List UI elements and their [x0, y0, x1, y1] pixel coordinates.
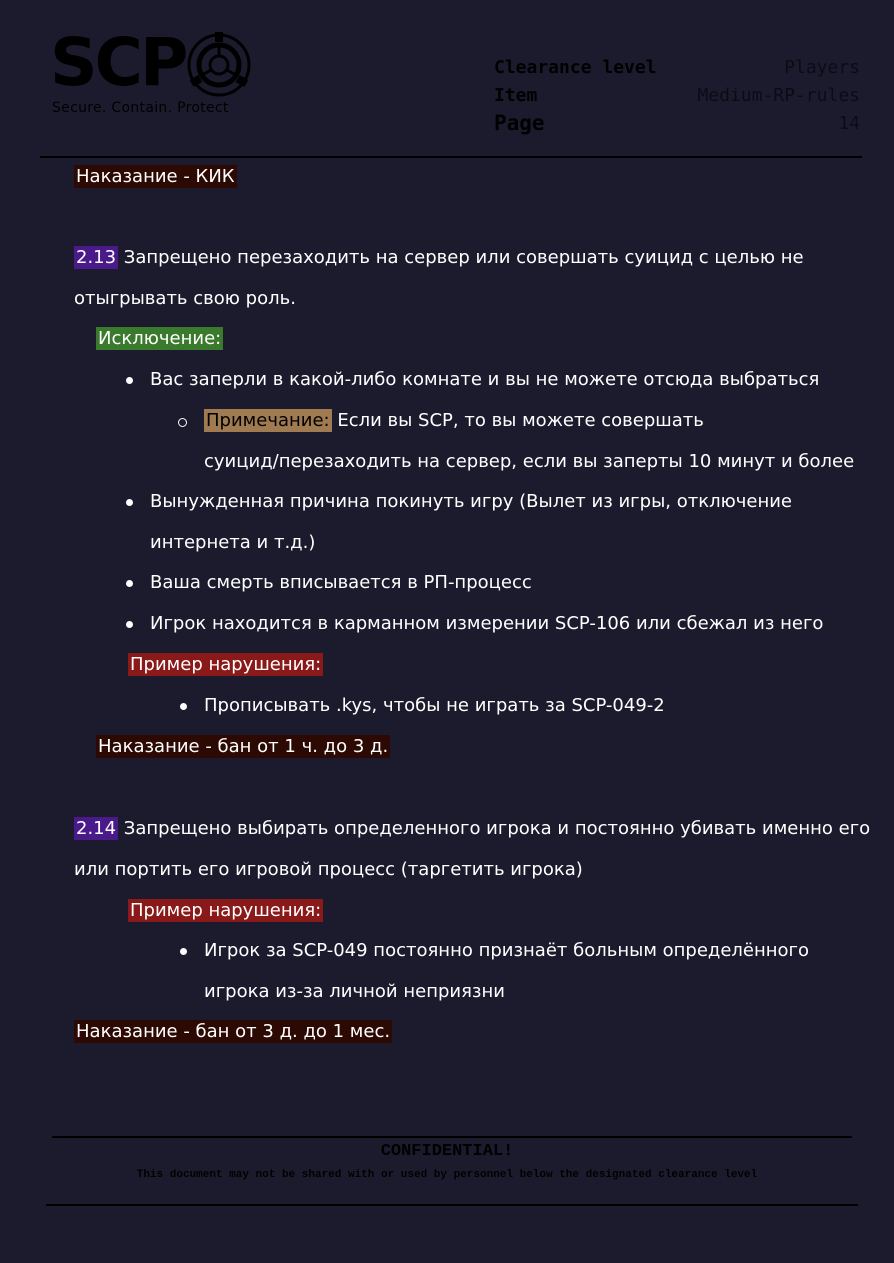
rule-2-14-line-2 — [74, 857, 583, 883]
exception-label: Исключение: — [98, 328, 222, 349]
list-item — [150, 611, 823, 637]
meta-key: Page — [494, 111, 545, 135]
meta-key: Item — [494, 84, 538, 106]
note-text: суицид/перезаходить на сервер, если вы заперты 10 минут и более — [204, 451, 855, 472]
rule-2-13-line-1 — [74, 245, 804, 271]
punishment-badge: Наказание - бан от 3 д. до 1 мес. — [76, 1021, 391, 1042]
list-item-text: Игрок находится в карманном измерении SCP-106 или сбежал из него — [150, 613, 824, 634]
meta-clearance — [494, 53, 860, 81]
punishment-line — [74, 164, 237, 190]
meta-page — [494, 109, 860, 137]
meta-value: Players — [784, 56, 860, 78]
meta-value: Medium-RP-rules — [697, 84, 860, 106]
rule-text: Запрещено выбирать определенного игрока и постоянно убивать именно его — [118, 818, 871, 839]
document-meta — [494, 53, 860, 137]
violation-example-text: Игрок за SCP-049 постоянно признаёт больным определённого — [204, 940, 810, 961]
bullet-icon — [126, 621, 133, 628]
meta-key: Clearance level — [494, 56, 657, 78]
violation-label: Пример нарушения: — [130, 900, 322, 921]
punishment-line — [96, 734, 390, 760]
list-item — [150, 489, 792, 515]
violation-example — [204, 693, 665, 719]
footer-divider-bottom — [46, 1204, 858, 1206]
confidential-title: CONFIDENTIAL! — [380, 1142, 514, 1161]
scp-logo — [50, 24, 260, 122]
rule-number: 2.14 — [76, 818, 117, 839]
rule-text: или портить его игровой процесс (таргетить игрока) — [74, 859, 583, 880]
note-line-1 — [204, 408, 704, 434]
meta-item — [494, 81, 860, 109]
punishment-badge: Наказание - КИК — [76, 166, 235, 187]
violation-example — [204, 938, 809, 964]
rule-text: отыгрывать свою роль. — [74, 288, 296, 309]
rule-number: 2.13 — [76, 247, 117, 268]
bullet-icon — [126, 499, 133, 506]
rule-text: Запрещено перезаходить на сервер или совершать суицид с целью не — [118, 247, 804, 268]
note-label: Примечание: — [206, 410, 330, 431]
violation-line — [128, 898, 323, 924]
violation-line — [128, 652, 323, 678]
logo-tagline: Secure. Contain. Protect — [52, 100, 229, 116]
bullet-icon — [126, 377, 133, 384]
confidential-note: This document may not be shared with or used by personnel below the designated clearance level — [136, 1169, 758, 1181]
punishment-line — [74, 1019, 392, 1045]
violation-example-text: игрока из-за личной неприязни — [204, 981, 505, 1002]
note-line-2 — [204, 449, 854, 475]
bullet-icon — [180, 948, 187, 955]
list-item — [150, 570, 532, 596]
exception-line — [96, 326, 223, 352]
list-item-continued — [150, 530, 315, 556]
violation-example-text: Прописывать .kys, чтобы не играть за SCP-049-2 — [204, 695, 665, 716]
list-item — [150, 367, 819, 393]
punishment-badge: Наказание - бан от 1 ч. до 3 д. — [98, 736, 389, 757]
violation-example-continued — [204, 979, 505, 1005]
logo-text: SCP — [50, 24, 186, 101]
footer-divider-top — [52, 1136, 852, 1138]
meta-value: 14 — [838, 112, 860, 134]
bullet-icon — [180, 703, 187, 710]
rule-2-13-line-2 — [74, 286, 296, 312]
list-item-text: Ваша смерть вписывается в РП-процесс — [150, 572, 532, 593]
rule-2-14-line-1 — [74, 816, 870, 842]
violation-label: Пример нарушения: — [130, 654, 322, 675]
list-item-text: Вынужденная причина покинуть игру (Вылет из игры, отключение — [150, 491, 792, 512]
header-divider — [40, 156, 862, 158]
scp-emblem-icon — [186, 32, 252, 98]
list-item-text: интернета и т.д.) — [150, 532, 316, 553]
bullet-icon — [126, 580, 133, 587]
list-item-text: Вас заперли в какой-либо комнате и вы не можете отсюда выбраться — [150, 369, 820, 390]
note-text: Если вы SCP, то вы можете совершать — [331, 410, 704, 431]
circle-bullet-icon — [178, 418, 187, 427]
